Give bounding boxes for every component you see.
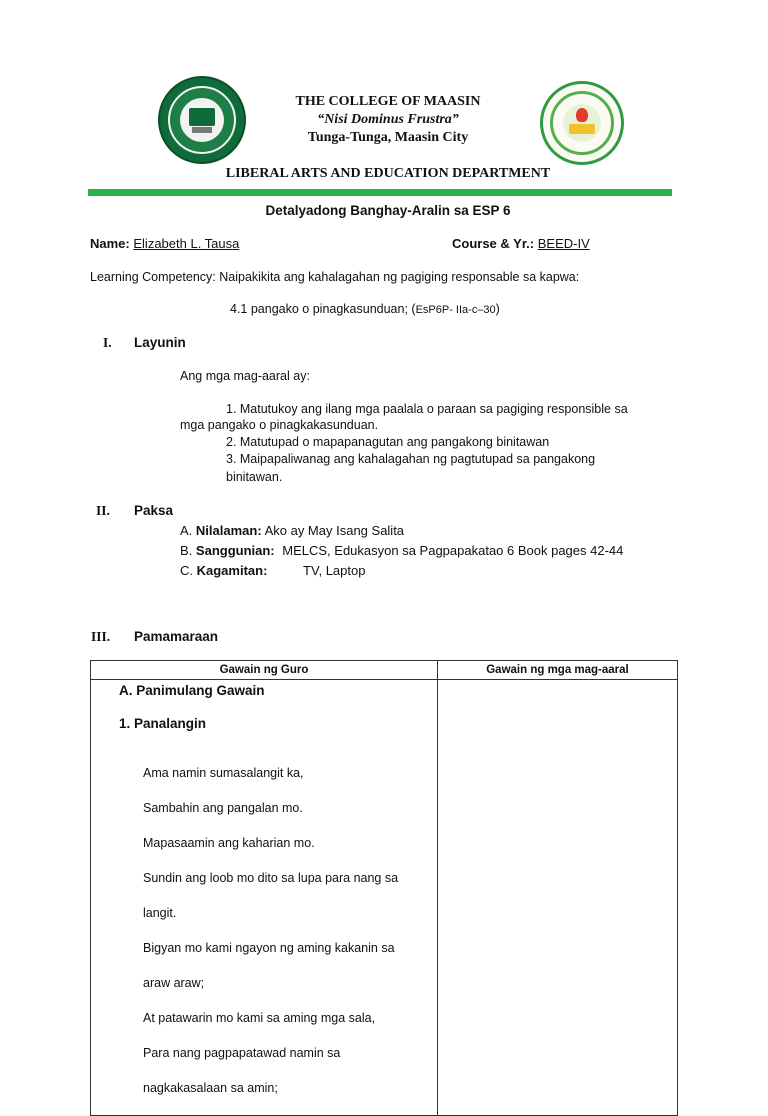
student-activity-cell [438, 680, 678, 1116]
competency-code: EsP6P- IIa-c–30 [415, 304, 496, 316]
objective-2: 2. Matutupad o mapapanagutan ang pangakong binitawan [226, 435, 550, 449]
course-row [452, 236, 590, 251]
prayer-line: nagkakasalaan sa amin; [143, 1080, 278, 1095]
procedure-table [90, 660, 678, 1116]
objective-1b: mga pangako o pinagkakasunduan. [180, 418, 379, 432]
prayer-line: Mapasaamin ang kaharian mo. [143, 835, 315, 850]
topic-content [180, 523, 404, 538]
topic-materials-value: TV, Laptop [303, 563, 366, 578]
college-motto: “Nisi Dominus Frustra” [317, 112, 459, 127]
section2-heading: Paksa [134, 503, 174, 518]
college-seal-logo [158, 76, 246, 164]
document-title: Detalyadong Banghay-Aralin sa ESP 6 [265, 203, 511, 218]
course-value: BEED-IV [537, 236, 590, 251]
section1-numeral: I. [103, 335, 112, 350]
college-location: Tunga-Tunga, Maasin City [307, 130, 469, 145]
topic-content-prefix: A. [180, 523, 193, 538]
competency-subitem [230, 302, 500, 316]
department-logo [540, 81, 624, 165]
topic-content-value: Ako ay May Isang Salita [264, 523, 405, 538]
competency-close: ) [495, 302, 500, 316]
section1-heading: Layunin [134, 335, 186, 350]
prayer-line: langit. [143, 905, 177, 920]
header-divider [88, 189, 672, 196]
topic-reference [180, 543, 623, 558]
name-row [90, 236, 259, 251]
section2-numeral: II. [96, 503, 110, 518]
prayer-line: Bigyan mo kami ngayon ng aming kakanin sa [143, 940, 395, 955]
table-header-row [91, 661, 678, 680]
topic-content-label: Nilalaman: [195, 523, 262, 538]
topic-reference-value: MELCS, Edukasyon sa Pagpapakatao 6 Book pages 42-44 [282, 543, 624, 558]
department-name: LIBERAL ARTS AND EDUCATION DEPARTMENT [225, 166, 551, 181]
subheading-panalangin: 1. Panalangin [119, 716, 207, 731]
prayer-text [143, 747, 437, 1115]
prayer-line: Sambahin ang pangalan mo. [143, 800, 303, 815]
name-label: Name: [90, 236, 130, 251]
topic-materials-label: Kagamitan: [196, 563, 268, 578]
objective-1a: 1. Matutukoy ang ilang mga paalala o paraan sa pagiging responsible sa [226, 402, 628, 416]
topic-reference-prefix: B. [180, 543, 193, 558]
prayer-line: araw araw; [143, 975, 205, 990]
prayer-line: Para nang pagpapatawad namin sa [143, 1045, 341, 1060]
name-value: Elizabeth L. Tausa [133, 236, 240, 251]
subheading-panimula: A. Panimulang Gawain [119, 683, 265, 698]
prayer-line: Ama namin sumasalangit ka, [143, 765, 304, 780]
prayer-line: Sundin ang loob mo dito sa lupa para nang sa [143, 870, 399, 885]
objective-3a: 3. Maipapaliwanag ang kahalagahan ng pagtutupad sa pangakong [226, 452, 596, 466]
learning-competency: Learning Competency: Naipakikita ang kahalagahan ng pagiging responsable sa kapwa: [90, 270, 580, 284]
section3-numeral: III. [91, 629, 111, 644]
teacher-activity-cell [91, 680, 438, 1116]
course-label: Course & Yr.: [452, 236, 535, 251]
column-header-teacher: Gawain ng Guro [91, 661, 438, 680]
objectives-intro: Ang mga mag-aaral ay: [180, 369, 310, 383]
topic-materials-prefix: C. [180, 563, 193, 578]
competency-sub-text: 4.1 pangako o pinagkasunduan; ( [230, 302, 416, 316]
objective-3b: binitawan. [226, 470, 283, 484]
topic-reference-label: Sanggunian: [195, 543, 275, 558]
college-name: THE COLLEGE OF MAASIN [295, 94, 481, 109]
table-row [91, 680, 678, 1116]
column-header-students: Gawain ng mga mag-aaral [438, 661, 678, 680]
prayer-line: At patawarin mo kami sa aming mga sala, [143, 1010, 376, 1025]
topic-materials [180, 563, 365, 578]
section3-heading: Pamamaraan [134, 629, 219, 644]
